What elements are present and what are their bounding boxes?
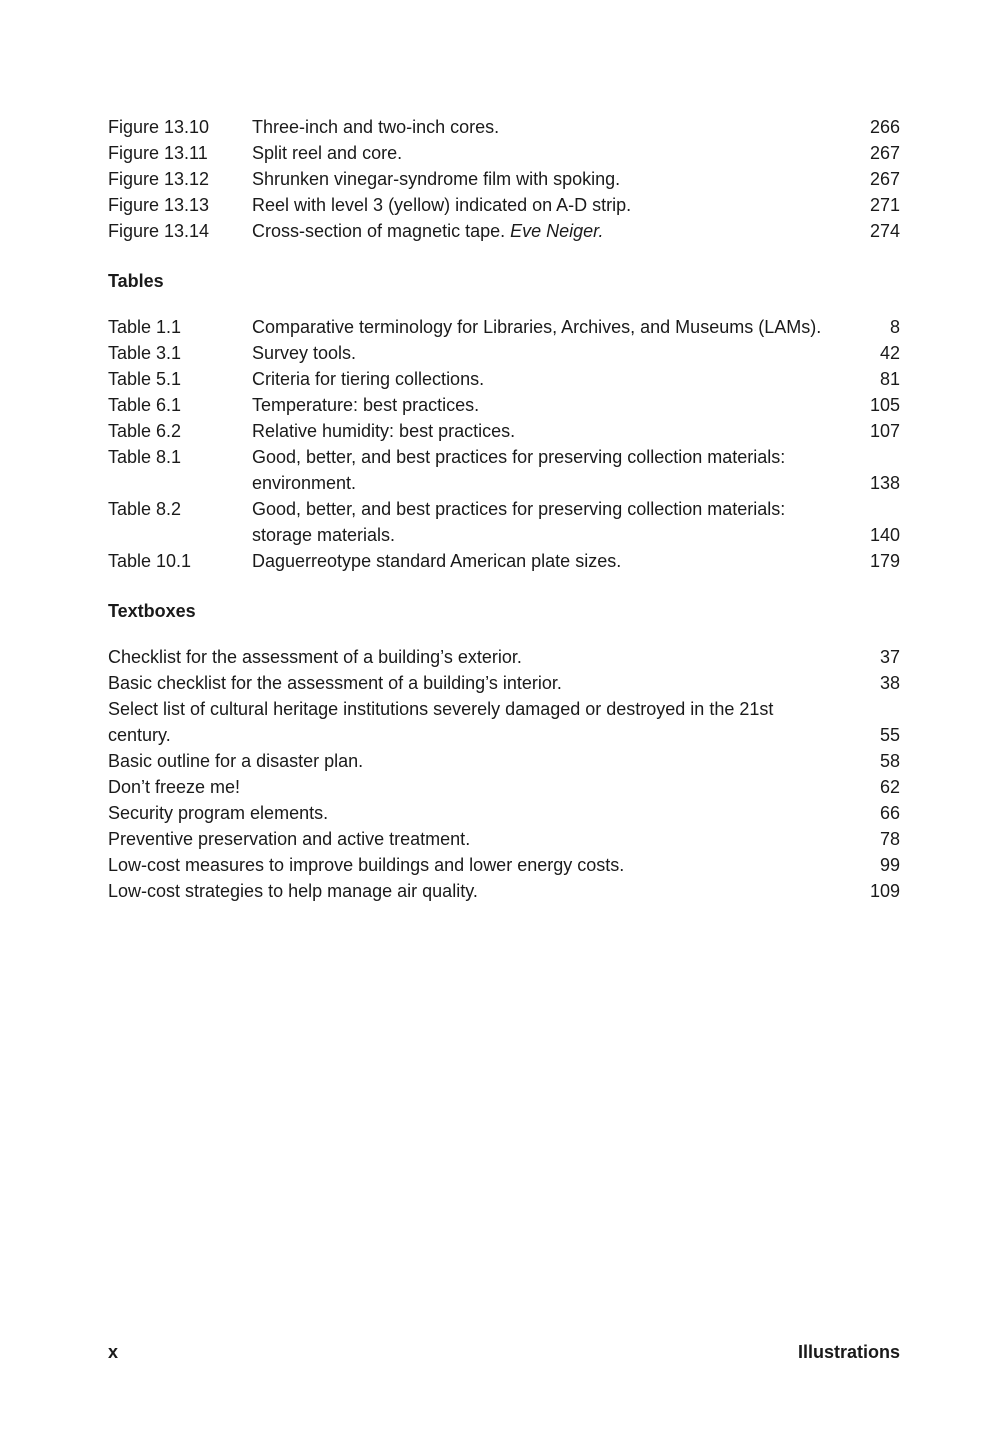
tables-heading: Tables: [108, 271, 164, 291]
illustrations-list: [108, 114, 900, 904]
entry-page: 266: [869, 117, 900, 137]
entry-page: 38: [879, 673, 900, 693]
entry-caption: Cross-section of magnetic tape.: [252, 221, 511, 241]
entry-caption: Reel with level 3 (yellow) indicated on A-D strip.: [252, 195, 632, 215]
entry-label: Table 8.2: [108, 499, 182, 519]
table-entry: [108, 496, 900, 548]
entry-page: 81: [879, 369, 900, 389]
entry-label: Figure 13.11: [108, 143, 208, 163]
entry-page: 138: [869, 473, 900, 493]
textboxes-heading: Textboxes: [108, 601, 196, 621]
entry-text: Relative humidity: best practices.: [252, 421, 516, 441]
textbox-entry: [108, 774, 900, 800]
entry-credit: Eve Neiger.: [510, 221, 604, 241]
table-entry: [108, 444, 900, 496]
entry-page: 78: [879, 829, 900, 849]
entry-page: 179: [869, 551, 900, 571]
textbox-entry: [108, 878, 900, 904]
textbox-entry: [108, 852, 900, 878]
entry-page: 267: [869, 169, 900, 189]
table-entry: [108, 418, 900, 444]
entry-label: Figure 13.13: [108, 195, 210, 215]
table-entry: [108, 548, 900, 574]
entry-caption: Three-inch and two-inch cores.: [252, 117, 500, 137]
entry-text: Don’t freeze me!: [108, 777, 241, 797]
textbox-entry: [108, 800, 900, 826]
table-entry: [108, 366, 900, 392]
entry-page: 58: [879, 751, 900, 771]
entry-label: Figure 13.10: [108, 117, 210, 137]
textbox-entry: [108, 696, 900, 748]
entry-text: Good, better, and best practices for preserving collection materials: environment.: [252, 447, 786, 493]
entry-page: 107: [869, 421, 900, 441]
entry-page: 109: [869, 881, 900, 901]
entry-text: Preventive preservation and active treatment.: [108, 829, 471, 849]
entry-text: Checklist for the assessment of a building’s exterior.: [108, 647, 522, 667]
entry-text: Low-cost measures to improve buildings and lower energy costs.: [108, 855, 625, 875]
table-entry: [108, 340, 900, 366]
entry-label: Figure 13.12: [108, 169, 210, 189]
entry-text: Select list of cultural heritage institutions severely damaged or destroyed in the 21st century.: [108, 699, 774, 745]
textbox-entry: [108, 670, 900, 696]
entry-caption: Split reel and core.: [252, 143, 403, 163]
entry-text: Low-cost strategies to help manage air quality.: [108, 881, 478, 901]
entry-text: Basic checklist for the assessment of a building’s interior.: [108, 673, 562, 693]
entry-page: 274: [869, 221, 900, 241]
entry-text: Basic outline for a disaster plan.: [108, 751, 364, 771]
entry-label: Table 6.2: [108, 421, 182, 441]
entry-text: Good, better, and best practices for preserving collection materials: storage materials.: [252, 499, 786, 545]
tables-list: [108, 314, 900, 574]
entry-text: Comparative terminology for Libraries, Archives, and Museums (LAMs).: [252, 317, 822, 337]
entry-label: Table 3.1: [108, 343, 182, 363]
textbox-entry: [108, 644, 900, 670]
entry-text: [252, 140, 870, 166]
entry-page: 37: [879, 647, 900, 667]
entry-page: 271: [869, 195, 900, 215]
entry-label: Figure 13.14: [108, 221, 210, 241]
table-entry: [108, 392, 900, 418]
entry-caption: Shrunken vinegar-syndrome film with spoking.: [252, 169, 621, 189]
figure-entry: [108, 114, 900, 140]
figure-entry: [108, 218, 900, 244]
entry-text: [252, 166, 870, 192]
entry-label: Table 10.1: [108, 551, 192, 571]
entry-page: 42: [879, 343, 900, 363]
textbox-entry: [108, 826, 900, 852]
entry-page: 8: [889, 317, 900, 337]
entry-text: Survey tools.: [252, 343, 357, 363]
entry-text: Daguerreotype standard American plate sizes.: [252, 551, 622, 571]
entry-text: Criteria for tiering collections.: [252, 369, 485, 389]
figure-entry: [108, 140, 900, 166]
page-footer: [108, 1339, 900, 1365]
running-title: Illustrations: [797, 1342, 900, 1362]
entry-text: [252, 114, 870, 140]
entry-page: 99: [879, 855, 900, 875]
textboxes-list: [108, 644, 900, 904]
entry-page: 105: [869, 395, 900, 415]
entry-text: Security program elements.: [108, 803, 329, 823]
entry-page: 267: [869, 143, 900, 163]
entry-label: Table 5.1: [108, 369, 182, 389]
figures-list: [108, 114, 900, 244]
entry-text: Temperature: best practices.: [252, 395, 480, 415]
page-number: x: [108, 1342, 119, 1362]
textbox-entry: [108, 748, 900, 774]
entry-page: 55: [879, 725, 900, 745]
figure-entry: [108, 192, 900, 218]
entry-page: 66: [879, 803, 900, 823]
table-entry: [108, 314, 900, 340]
figure-entry: [108, 166, 900, 192]
entry-label: Table 8.1: [108, 447, 182, 467]
entry-text: [252, 192, 870, 218]
entry-label: Table 6.1: [108, 395, 182, 415]
entry-label: Table 1.1: [108, 317, 182, 337]
entry-page: 140: [869, 525, 900, 545]
entry-page: 62: [879, 777, 900, 797]
entry-text: [252, 218, 870, 244]
